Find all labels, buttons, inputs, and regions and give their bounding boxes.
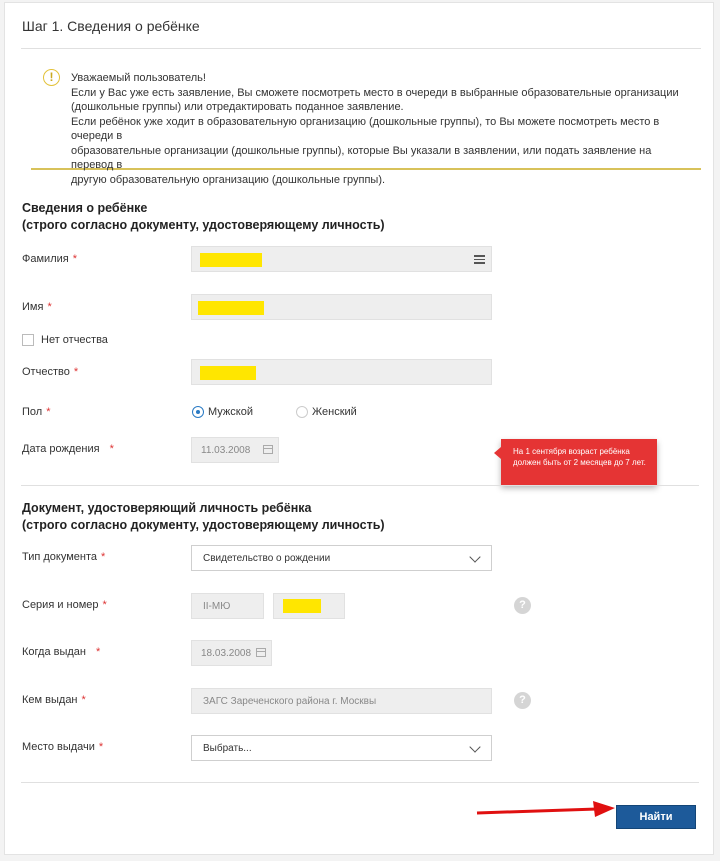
chevron-down-icon xyxy=(469,741,480,752)
chevron-down-icon xyxy=(469,551,480,562)
notice-text xyxy=(71,71,691,187)
redacted-value xyxy=(200,253,262,267)
birthdate-label: Дата рождения * xyxy=(22,443,114,455)
form-card xyxy=(4,2,714,855)
series-label: Серия и номер * xyxy=(22,599,107,611)
birthdate-value: 11.03.2008 xyxy=(201,445,251,456)
child-section-title: Сведения о ребёнке (строго согласно документу, удостоверяющему личность) xyxy=(22,201,385,232)
divider xyxy=(21,485,699,486)
no-patronymic-checkbox[interactable] xyxy=(22,334,34,346)
document-section-title: Документ, удостоверяющий личность ребёнка (строго согласно документу, удостоверяющему личность) xyxy=(22,501,385,532)
doc-type-select[interactable] xyxy=(191,545,492,571)
doc-type-label: Тип документа * xyxy=(22,551,106,563)
issue-place-value: Выбрать... xyxy=(203,743,252,754)
surname-input[interactable] xyxy=(191,246,492,272)
redacted-value xyxy=(283,599,321,613)
notice-box xyxy=(31,59,701,186)
notice-line: образовательные организации (дошкольные группы), которые Вы указали в заявлении, или подать заявление на перевод в xyxy=(71,144,652,171)
surname-label: Фамилия * xyxy=(22,253,77,265)
issued-date-input[interactable] xyxy=(191,640,272,666)
name-label: Имя * xyxy=(22,301,52,313)
age-warning-tooltip xyxy=(501,439,657,485)
doc-type-value: Свидетельство о рождении xyxy=(203,553,331,564)
red-arrow-annotation xyxy=(475,801,617,823)
series-help-icon[interactable]: ? xyxy=(514,597,531,614)
issue-place-select[interactable] xyxy=(191,735,492,761)
tooltip-text: На 1 сентября возраст ребёнка должен быть от 2 месяцев до 7 лет. xyxy=(513,447,646,467)
notice-line: другую образовательную организацию (дошкольные группы). xyxy=(71,173,386,186)
gender-male-label: Мужской xyxy=(208,406,253,418)
gender-female-radio[interactable] xyxy=(296,406,308,418)
name-input[interactable] xyxy=(191,294,492,320)
notice-line: Если у Вас уже есть заявление, Вы сможете посмотреть место в очереди в выбранные образовательные организации xyxy=(71,86,679,99)
gender-female-label: Женский xyxy=(312,406,357,418)
patronymic-label: Отчество * xyxy=(22,366,79,378)
calendar-icon[interactable] xyxy=(263,445,273,454)
notice-line: (дошкольные группы) или отредактировать поданное заявление. xyxy=(71,101,404,113)
divider xyxy=(21,782,699,783)
divider xyxy=(21,48,701,49)
birthdate-input[interactable] xyxy=(191,437,279,463)
series-input[interactable] xyxy=(191,593,264,619)
redacted-value xyxy=(200,366,256,380)
gender-label: Пол * xyxy=(22,406,51,418)
page-title: Шаг 1. Сведения о ребёнке xyxy=(22,18,200,34)
no-patronymic-label: Нет отчества xyxy=(41,334,108,346)
notice-greeting: Уважаемый пользователь! xyxy=(71,72,206,84)
issued-by-label: Кем выдан * xyxy=(22,694,86,706)
exclamation-icon: ! xyxy=(43,69,60,86)
issued-by-help-icon[interactable]: ? xyxy=(514,692,531,709)
issued-date-label: Когда выдан * xyxy=(22,646,101,658)
calendar-icon[interactable] xyxy=(256,648,266,657)
redacted-value xyxy=(198,301,264,315)
notice-line: Если ребёнок уже ходит в образовательную организацию (дошкольные группы), то Вы можете посмотреть место в очереди в xyxy=(71,115,660,142)
number-input[interactable] xyxy=(273,593,345,619)
find-button[interactable]: Найти xyxy=(616,805,696,829)
series-value: II-МЮ xyxy=(203,601,231,612)
patronymic-input[interactable] xyxy=(191,359,492,385)
list-icon[interactable] xyxy=(474,255,485,264)
gender-male-radio[interactable] xyxy=(192,406,204,418)
issue-place-label: Место выдачи * xyxy=(22,741,104,753)
issued-by-input[interactable] xyxy=(191,688,492,714)
issued-date-value: 18.03.2008 xyxy=(201,648,252,659)
issued-by-value: ЗАГС Зареченского района г. Москвы xyxy=(203,696,377,707)
